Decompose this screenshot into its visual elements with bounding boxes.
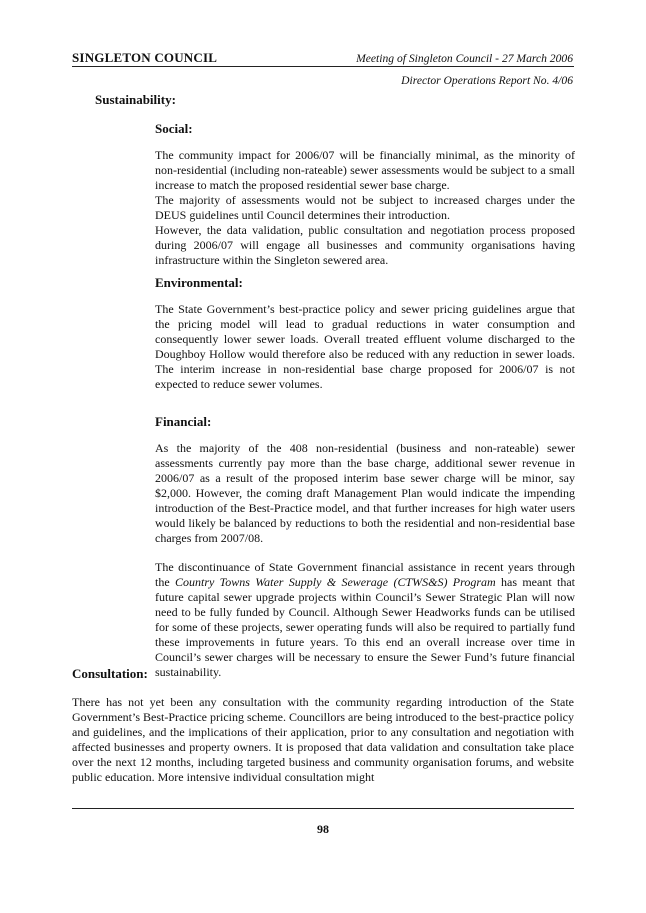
financial-p2-end: has meant that future capital sewer upgrade projects within Council’s Sewer Strategic Plan will now need to be fully funded by Council. Although Sewer Headworks funds can be utilised for some of these projects, sewer operating funds will also be required to partially fund these improvements in future years. To this end an overall increase over time in Council’s sewer charges will be necessary to ensure the Sewer Fund’s future financial sustainability. — [155, 575, 575, 679]
environmental-paragraph: The State Government’s best-practice policy and sewer pricing guidelines argue that the pricing model will lead to gradual reductions in water consumption and consequently lower sewer loads. Overall treated effluent volume discharged to the Doughboy Hollow would therefore also be reduced with any reduction in sewer loads. The interim increase in non-residential base charge proposed for 2006/07 is not expected to reduce sewer volumes. — [155, 302, 575, 391]
social-paragraph-1: The community impact for 2006/07 will be financially minimal, as the minority of non-residential (including non-rateable) sewer assessments would be subject to a small increase to match the proposed residential sewer base charge. — [155, 148, 575, 192]
social-paragraph-2: The majority of assessments would not be subject to increased charges under the DEUS guidelines until Council determines their introduction. — [155, 193, 575, 222]
social-section — [155, 121, 575, 268]
meeting-title: Meeting of Singleton Council - 27 March 2006 — [356, 52, 573, 65]
social-paragraph-3: However, the data validation, public consultation and negotiation process proposed during 2006/07 will engage all businesses and community organisations having infrastructure within the Singleton sewered area. — [155, 223, 575, 267]
financial-section — [155, 414, 575, 680]
report-number: Director Operations Report No. 4/06 — [401, 74, 573, 87]
program-name: Country Towns Water Supply & Sewerage (CTWS&S) Program — [175, 575, 496, 589]
footer-rule — [72, 808, 574, 809]
header-rule — [72, 66, 574, 67]
consultation-paragraph: There has not yet been any consultation with the community regarding introduction of the State Government’s Best-Practice pricing scheme. Councillors are being introduced to the best-practice policy and guidelines, and the implications of their application, prior to any consultation and negotiation with affected businesses and property owners. It is proposed that data validation and consultation take place over the next 12 months, including targeted business and community organisation forums, and website public education. More intensive individual consultation might — [72, 695, 574, 784]
page-number: 98 — [317, 822, 329, 836]
environmental-heading: Environmental: — [155, 275, 243, 290]
council-name: SINGLETON COUNCIL — [72, 50, 218, 65]
consultation-heading: Consultation: — [72, 666, 148, 681]
social-heading: Social: — [155, 121, 193, 136]
financial-paragraph-1: As the majority of the 408 non-residential (business and non-rateable) sewer assessments currently pay more than the base charge, additional sewer revenue in 2006/07 as a result of the proposed interim base sewer charge will be minor, say $2,000. However, the coming draft Management Plan would indicate the impending introduction of the Best-Practice model, and that further increases for high water users would likely be balanced by reductions to both the residential and non-residential base charges from 2007/08. — [155, 441, 575, 545]
environmental-section — [155, 275, 575, 392]
financial-paragraph-2 — [155, 560, 575, 680]
financial-p2-start: The discontinuance of State Government financial assistance in recent years through the — [155, 560, 575, 589]
sustainability-heading: Sustainability: — [95, 92, 176, 107]
financial-heading: Financial: — [155, 414, 212, 429]
